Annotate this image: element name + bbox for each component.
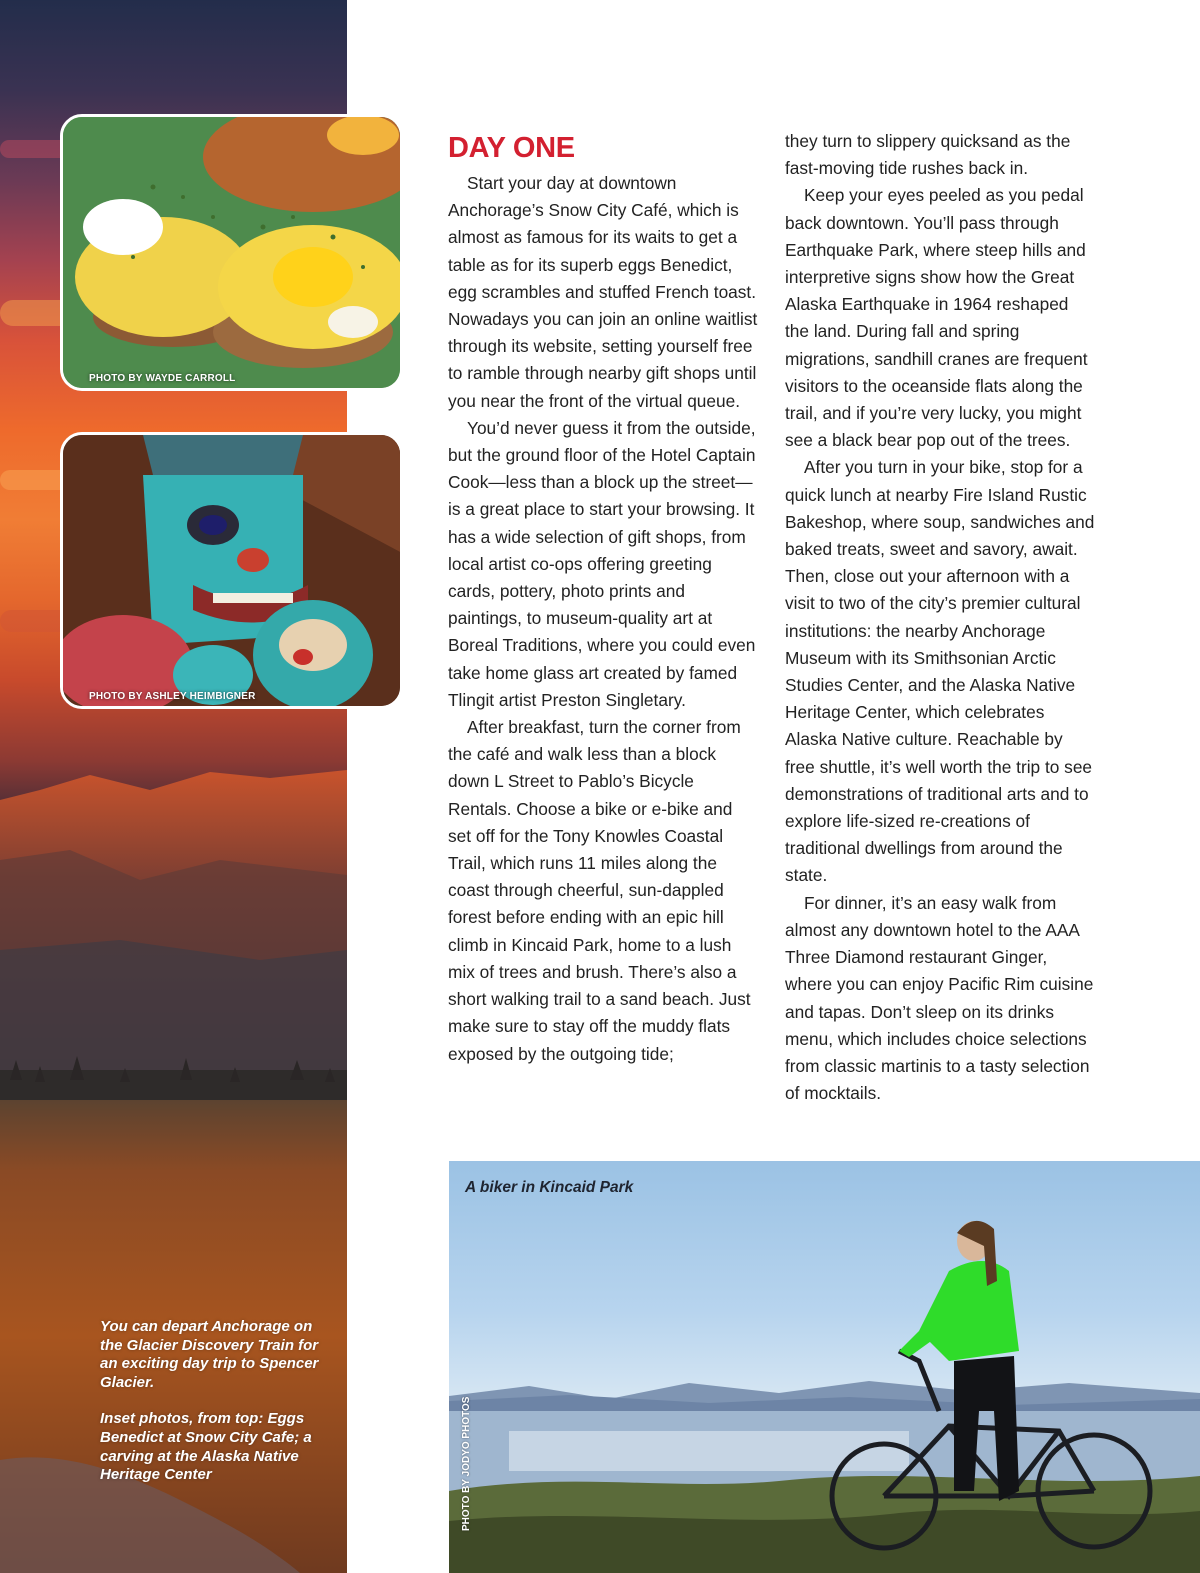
photo-credit: PHOTO BY ASHLEY HEIMBIGNER: [89, 691, 256, 702]
totem-carving-photo: [60, 432, 403, 709]
photo-credit: PHOTO BY JODYO PHOTOS: [461, 1396, 472, 1531]
photo-caption: A biker in Kincaid Park: [465, 1179, 634, 1196]
paragraph: After you turn in your bike, stop for a quick lunch at nearby Fire Island Rustic Bakeshop, where soup, sandwiches and baked treats, sweet and savory, await. Then, close out your afternoon with a visit to two of the city’s premier cultural institutions: the nearby Anchorage Museum with its Smithsonian Arctic Studies Center, and the Alaska Native Heritage Center, which celebrates Alaska Native culture. Reachable by free shuttle, it’s well worth the trip to see demonstrations of traditional arts and to explore life-sized re-creations of traditional dwellings from around the state.: [785, 457, 1095, 886]
eggs-benedict-photo: [60, 114, 403, 391]
photo-credit: PHOTO BY WAYDE CARROLL: [89, 373, 236, 384]
caption-insets: Inset photos, from top: Eggs Benedict at Snow City Cafe; a carving at the Alaska Native Heritage Center: [100, 1410, 312, 1484]
caption-train: You can depart Anchorage on the Glacier Discovery Train for an exciting day trip to Spencer Glacier.: [100, 1318, 319, 1391]
totem-carving-illustration: [63, 435, 403, 709]
paragraph: they turn to slippery quicksand as the fast-moving tide rushes back in.: [785, 131, 1071, 179]
paragraph: You’d never guess it from the outside, but the ground floor of the Hotel Captain Cook—less than a block up the street—is a great place to start your browsing. It has a wide selection of gift shops, from local artist co-ops offering greeting cards, pottery, photo prints and paintings, to museum-quality art at Boreal Traditions, where you could even take home glass art created by famed Tlingit artist Preston Singletary.: [448, 417, 756, 710]
photo-caption: [100, 1318, 330, 1503]
paragraph: Start your day at downtown Anchorage’s Snow City Café, which is almost as famous for its waits to get a table as for its superb eggs Benedict, egg scrambles and stuffed French toast. Nowadays you can join an online waitlist through its website, setting yourself free to ramble through nearby gift shops until you near the front of the virtual queue.: [448, 173, 758, 411]
paragraph: Keep your eyes peeled as you pedal back downtown. You’ll pass through Earthquake Park, where steep hills and interpretive signs show how the Great Alaska Earthquake in 1964 reshaped the land. During fall and spring migrations, sandhill cranes are frequent visitors to the oceanside flats along the trail, and if you’re very lucky, you might see a black bear pop out of the trees.: [785, 185, 1088, 451]
article-headline: DAY ONE: [448, 132, 575, 164]
biker-illustration: [449, 1161, 1200, 1573]
article-column-left: [448, 170, 758, 1068]
article-column-right: [785, 128, 1095, 1107]
biker-photo: [449, 1161, 1200, 1573]
eggs-benedict-illustration: [63, 117, 403, 391]
paragraph: For dinner, it’s an easy walk from almost any downtown hotel to the AAA Three Diamond restaurant Ginger, where you can enjoy Pacific Rim cuisine and tapas. Don’t sleep on its drinks menu, which includes choice selections from classic martinis to a tasty selection of mocktails.: [785, 892, 1094, 1104]
paragraph: After breakfast, turn the corner from the café and walk less than a block down L Street to Pablo’s Bicycle Rentals. Choose a bike or e-bike and set off for the Tony Knowles Coastal Trail, which runs 11 miles along the coast through cheerful, sun-dappled forest before ending with an epic hill climb in Kincaid Park, home to a lush mix of trees and brush. There’s also a short walking trail to a sand beach. Just make sure to stay off the muddy flats exposed by the outgoing tide;: [448, 717, 751, 1064]
